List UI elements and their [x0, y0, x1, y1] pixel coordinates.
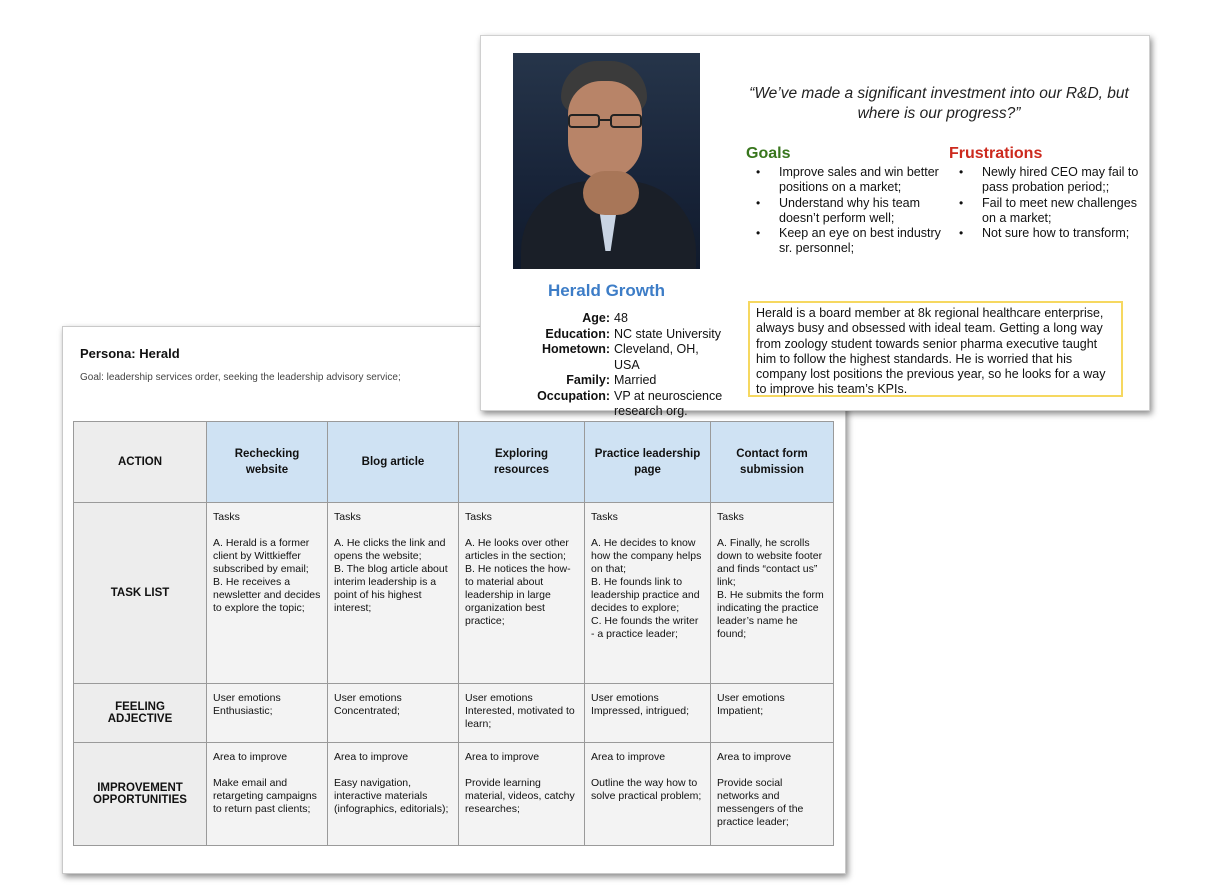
list-item: • Newly hired CEO may fail to pass probation period;; — [949, 165, 1139, 196]
list-item: • Not sure how to transform; — [949, 226, 1139, 241]
cell-label: User emotions — [334, 692, 402, 704]
table-cell — [711, 684, 834, 743]
table-cell — [711, 503, 834, 684]
fact-key: Age: — [582, 311, 610, 325]
fact-value: Married — [614, 373, 657, 387]
column-header: Contact form submission — [711, 422, 834, 503]
column-header: Practice leadership page — [585, 422, 711, 503]
fact-value: VP at neuroscience research org. — [614, 388, 723, 418]
cell-label: Area to improve — [591, 751, 666, 763]
persona-facts — [501, 311, 724, 420]
row-header-improvement: IMPROVEMENT OPPORTUNITIES — [74, 743, 207, 846]
list-item: • Fail to meet new challenges on a market; — [949, 196, 1139, 227]
goals-list — [746, 165, 941, 257]
table-cell — [207, 684, 328, 743]
cell-text: Provide social networks and messengers of the practice leader; — [717, 777, 804, 828]
fact-row — [501, 342, 724, 373]
cell-text: Provide learning material, videos, catchy researches; — [465, 777, 575, 815]
fact-key: Hometown: — [541, 342, 610, 356]
fact-row — [501, 311, 724, 327]
column-header: Rechecking website — [207, 422, 328, 503]
cell-label: Tasks — [213, 511, 240, 523]
cell-label: Tasks — [465, 511, 492, 523]
row-header-feeling: FEELING ADJECTIVE — [74, 684, 207, 743]
table-row — [74, 743, 834, 846]
table-cell — [585, 503, 711, 684]
cell-text: Interested, motivated to learn; — [465, 705, 575, 730]
cell-label: User emotions — [717, 692, 785, 704]
fact-value: Cleveland, OH, USA — [614, 342, 699, 372]
fact-value: NC state University — [614, 326, 721, 341]
table-cell — [207, 743, 328, 846]
list-item: • Understand why his team doesn’t perform well; — [746, 196, 941, 227]
fact-row — [501, 373, 724, 389]
cell-label: Tasks — [717, 511, 744, 523]
cell-text: Concentrated; — [334, 705, 400, 717]
cell-label: Tasks — [591, 511, 618, 523]
table-cell — [711, 743, 834, 846]
table-cell — [459, 684, 585, 743]
cell-text: Make email and retargeting campaigns to return past clients; — [213, 777, 317, 815]
list-item: • Keep an eye on best industry sr. personnel; — [746, 226, 941, 257]
table-cell — [328, 743, 459, 846]
cell-text: Easy navigation, interactive materials (infographics, editorials); — [334, 777, 449, 815]
table-cell — [328, 684, 459, 743]
goals-heading: Goals — [746, 145, 791, 162]
table-cell — [328, 503, 459, 684]
journey-title: Persona: Herald — [80, 346, 180, 361]
cell-label: User emotions — [591, 692, 659, 704]
table-row — [74, 503, 834, 684]
persona-quote: “We’ve made a significant investment into our R&D, but where is our progress?” — [749, 85, 1129, 122]
cell-text: Impressed, intrigued; — [591, 705, 690, 717]
frustrations-list — [949, 165, 1139, 241]
column-header: Blog article — [328, 422, 459, 503]
cell-text: Enthusiastic; — [213, 705, 273, 717]
table-cell — [459, 503, 585, 684]
journey-goal: Goal: leadership services order, seeking the leadership advisory service; — [80, 372, 401, 383]
cell-text: Impatient; — [717, 705, 764, 717]
cell-label: Area to improve — [717, 751, 792, 763]
persona-bio: Herald is a board member at 8k regional healthcare enterprise, always busy and obsessed with ideal team. Getting a long way from zoology student towards senior pharma executive taught him to follow the highest standards. He is worried that his company lost positions the previous year, so he looks for a way to improve his team’s KPIs. — [748, 301, 1123, 397]
header-row — [74, 422, 834, 503]
row-header-task-list: TASK LIST — [74, 503, 207, 684]
fact-row — [501, 389, 724, 420]
table-cell — [585, 743, 711, 846]
cell-text: A. Finally, he scrolls down to website footer and finds “contact us” link; B. He submits the form indicating the practice leader’s name he found; — [717, 537, 824, 640]
column-header: Exploring resources — [459, 422, 585, 503]
persona-card — [480, 35, 1150, 418]
list-item: • Improve sales and win better positions on a market; — [746, 165, 941, 196]
fact-key: Education: — [545, 326, 610, 341]
cell-label: Area to improve — [213, 751, 288, 763]
table-row — [74, 684, 834, 743]
fact-value: 48 — [614, 311, 628, 325]
cell-text: A. He clicks the link and opens the website; B. The blog article about interim leadership is a point of his highest interest; — [334, 537, 448, 614]
cell-text: A. He looks over other articles in the section; B. He notices the how-to material about leadership in large organization best practice; — [465, 537, 571, 627]
persona-photo — [513, 53, 700, 269]
frustrations-heading: Frustrations — [949, 145, 1043, 162]
cell-text: A. Herald is a former client by Wittkieffer subscribed by email; B. He receives a newsletter and decides to explore the topic; — [213, 537, 321, 614]
table-cell — [585, 684, 711, 743]
fact-row — [501, 327, 724, 343]
journey-table — [73, 421, 834, 846]
fact-key: Family: — [566, 373, 610, 387]
persona-name: Herald Growth — [547, 281, 666, 300]
cell-label: Area to improve — [334, 751, 409, 763]
cell-label: Area to improve — [465, 751, 540, 763]
fact-key: Occupation: — [537, 388, 610, 403]
cell-label: User emotions — [213, 692, 281, 704]
table-cell — [459, 743, 585, 846]
action-header: ACTION — [74, 422, 207, 503]
cell-label: Tasks — [334, 511, 361, 523]
table-cell — [207, 503, 328, 684]
cell-label: User emotions — [465, 692, 533, 704]
cell-text: A. He decides to know how the company helps on that; B. He founds link to leadership practice and decides to explore; C. He founds the writer - a practice leader; — [591, 537, 702, 640]
cell-text: Outline the way how to solve practical problem; — [591, 777, 702, 802]
